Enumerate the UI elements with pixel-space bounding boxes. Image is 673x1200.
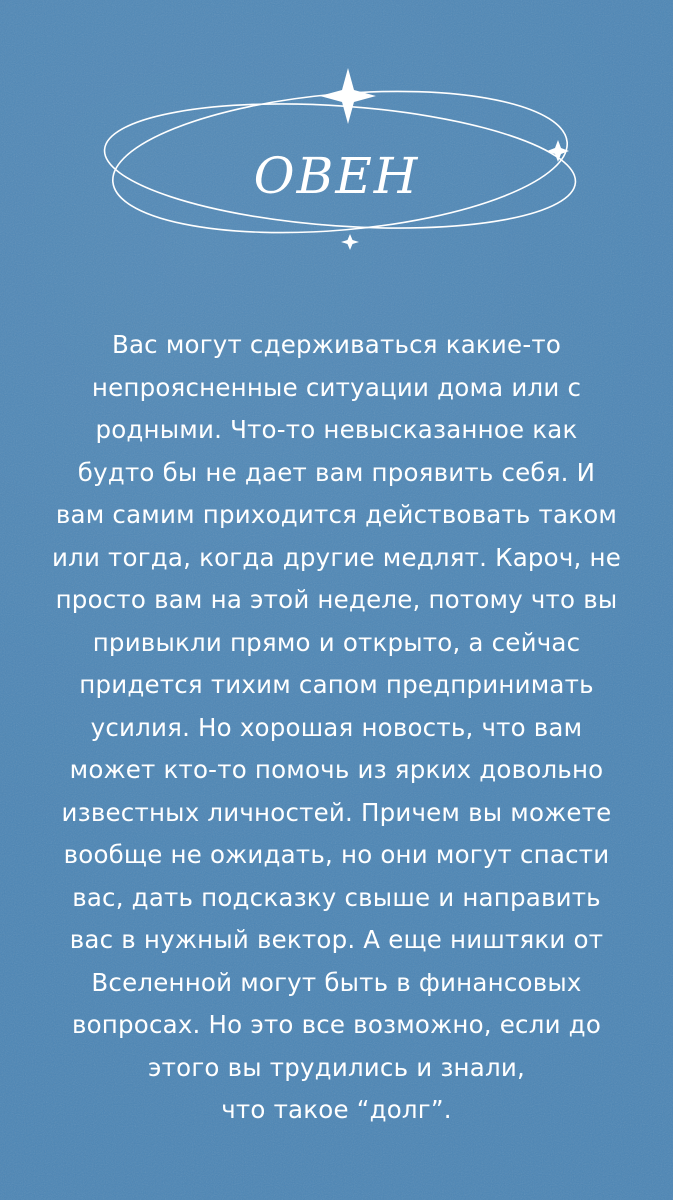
text-line: вообще не ожидать, но они могут спасти — [63, 840, 610, 869]
text-line: или тогда, когда другие медлят. Кароч, не — [51, 542, 622, 572]
text-line: придется тихим сапом предпринимать — [79, 670, 594, 699]
text-line: вас, дать подсказку свыше и направить — [72, 882, 601, 912]
text-line: известных личностей. Причем вы можете — [61, 797, 612, 827]
text-line: непроясненные ситуации дома или с — [91, 372, 582, 402]
text-line: вас в нужный вектор. А еще ништяки от — [69, 925, 604, 954]
horoscope-text — [40, 324, 633, 1132]
text-line: может кто-то помочь из ярких довольно — [69, 755, 604, 784]
text-line: вопросах. Но это все возможно, если до — [71, 1010, 602, 1039]
text-line: вам самим приходится действовать таком — [55, 500, 618, 529]
text-line: просто вам на этой неделе, потому что вы — [55, 585, 618, 614]
text-line: этого вы трудились и знали, — [148, 1052, 525, 1082]
text-line: будто бы не дает вам проявить себя. И — [77, 457, 596, 487]
text-line: усилия. Но хорошая новость, что вам — [90, 712, 583, 742]
sign-title: ОВЕН — [253, 147, 420, 205]
text-line: Вас могут сдерживаться какие-то — [111, 330, 562, 359]
text-line: привыкли прямо и открыто, а сейчас — [92, 627, 581, 657]
text-line: родными. Что-то невысказанное как — [95, 415, 578, 444]
text-line: что такое “долг”. — [221, 1095, 452, 1124]
text-line: Вселенной могут быть в финансовых — [91, 967, 582, 997]
